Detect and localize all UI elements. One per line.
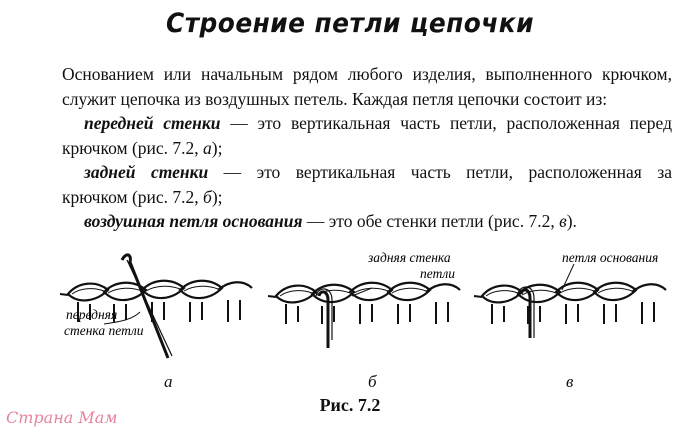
back-wall-ref: крючком (рис. 7.2, xyxy=(62,186,204,207)
label-back-wall-2: петли xyxy=(420,266,455,281)
label-front-wall-1: передняя xyxy=(66,307,118,322)
figure-caption: Рис. 7.2 xyxy=(319,395,381,415)
back-wall-fig: б xyxy=(203,186,212,207)
figure-label-a: а xyxy=(164,372,173,391)
text-line-2: служит цепочка из воздушных петель. Каждая петля цепочки состоит из: xyxy=(62,88,608,109)
front-wall-definition xyxy=(62,111,672,136)
front-wall-text: — это вертикальная часть петли, расположенная перед xyxy=(220,113,672,133)
base-loop-text: — это обе стенки петли (рис. 7.2, xyxy=(302,211,560,231)
back-wall-term: задней стенки xyxy=(84,162,209,182)
label-base-loop: петля основания xyxy=(562,250,659,265)
base-loop-definition xyxy=(62,209,672,234)
text-line-1: Основанием или начальным рядом любого изделия, выполненного крючком, xyxy=(62,64,672,84)
figure-b-chain xyxy=(268,283,460,324)
label-front-wall-2: стенка петли xyxy=(64,323,144,338)
base-loop-end: ). xyxy=(566,211,577,231)
front-wall-term: передней стенки xyxy=(84,113,221,133)
label-back-wall-1: задняя стенка xyxy=(368,250,451,265)
front-wall-end: ); xyxy=(211,137,223,158)
back-wall-text: — это вертикальная часть петли, расположенная за xyxy=(208,162,673,182)
watermark-logo: Страна Мам xyxy=(6,408,118,427)
body-text xyxy=(62,62,672,234)
front-wall-ref: крючком (рис. 7.2, xyxy=(62,137,204,158)
back-wall-end: ); xyxy=(211,186,223,207)
figure-c-chain xyxy=(474,283,666,324)
figure-c-pointer xyxy=(562,264,574,290)
back-wall-continuation xyxy=(62,185,672,210)
front-wall-fig: а xyxy=(203,137,212,158)
figure-label-c: в xyxy=(566,372,574,391)
base-loop-term: воздушная петля основания xyxy=(84,211,303,231)
back-wall-definition xyxy=(62,160,672,185)
front-wall-continuation xyxy=(62,136,672,161)
figure-label-b: б xyxy=(368,372,377,391)
base-loop-fig: в xyxy=(559,211,567,231)
page-title: Строение петли цепочки xyxy=(166,8,534,39)
